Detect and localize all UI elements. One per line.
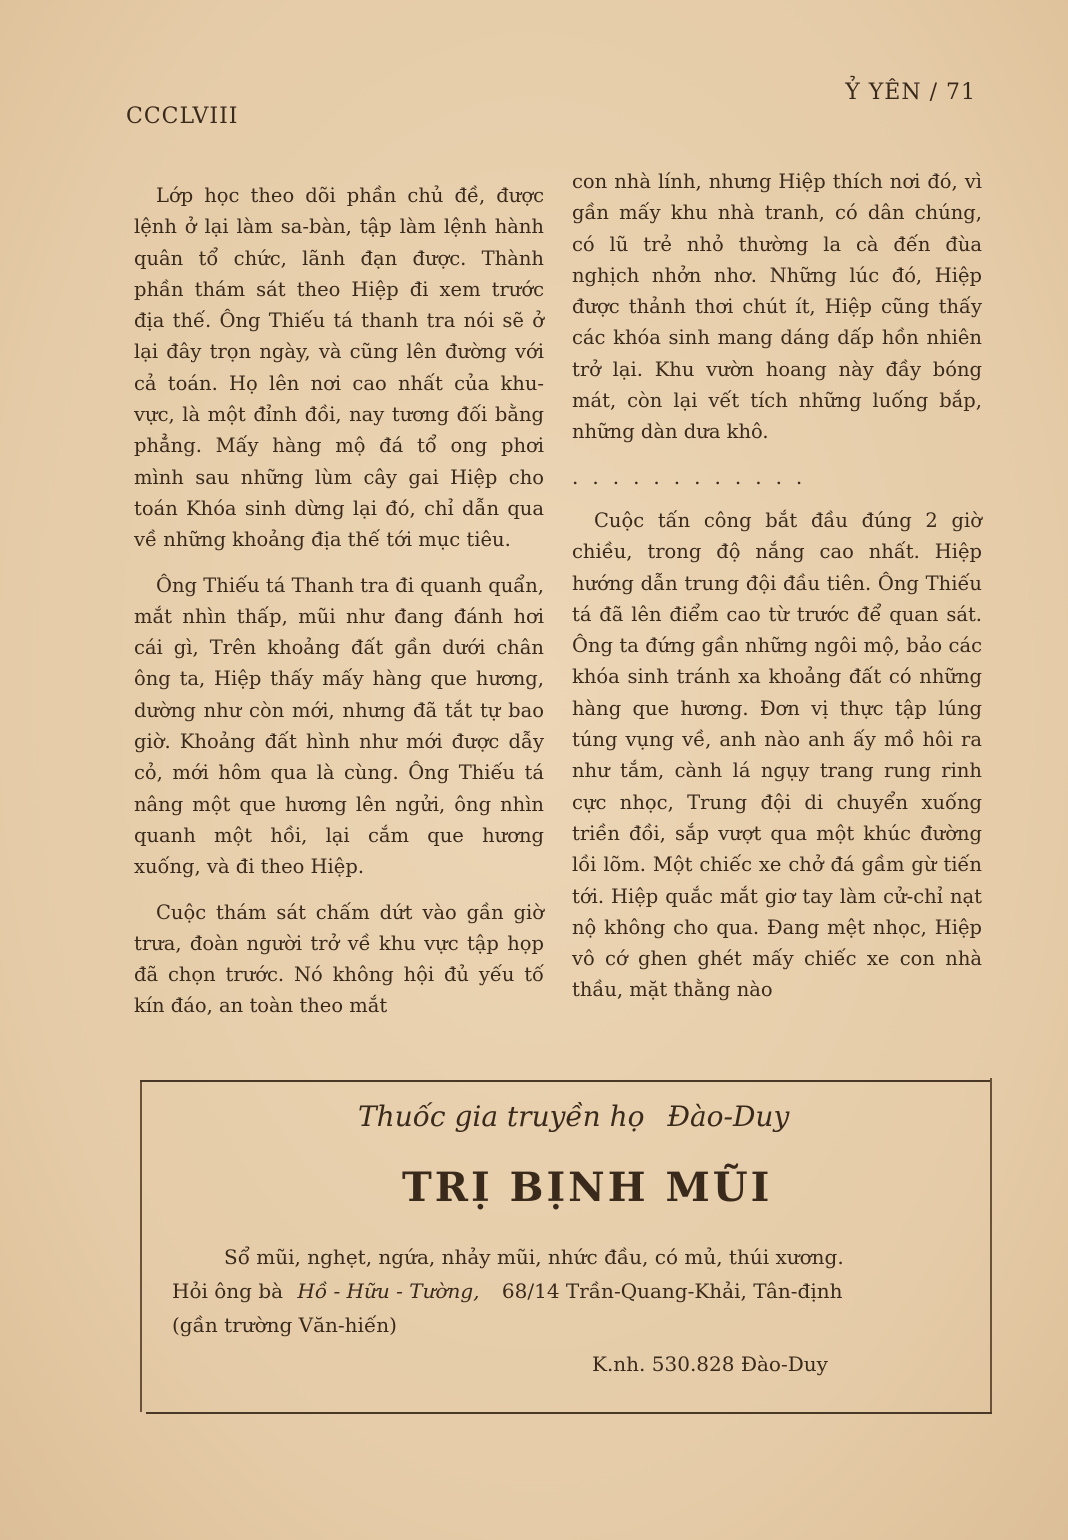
right-paragraph-2: Cuộc tấn công bắt đầu đúng 2 giờ chiều, trong độ nắng cao nhất. Hiệp hướng dẫn trung đội đầu tiên. Ông Thiếu tá đã lên điểm cao từ trước để quan sát. Ông ta đứng gần những ngôi mộ, bảo các khóa sinh tránh xa khoảng đất có những hàng que hương. Đơn vị thực tập lúng túng vụng về, anh nào anh ấy mồ hôi ra như tắm, cành lá ngụy trang rung rinh cực nhọc, Trung đội di chuyển xuống triền đồi, sắp vượt qua một khúc đường lồi lõm. Một chiếc xe chở đá gầm gừ tiến tới. Hiệp quắc mắt giơ tay làm cử-chỉ nạt nộ không cho qua. Đang mệt nhọc, Hiệp vô cớ ghen ghét mấy chiếc xe con nhà thầu, mặt thằng nào <box>572 508 982 1002</box>
ad-tagline-brand: Đào-Duy <box>667 1100 790 1133</box>
ad-right-rule <box>990 1078 992 1412</box>
ad-bottom-rule <box>146 1412 992 1414</box>
left-paragraph-1: Lớp học theo dõi phần chủ đề, được lệnh ở lại làm sa-bàn, tập làm lệnh hành quân tổ chức, lãnh đạn được. Thành phần thám sát theo Hiệp đi xem trước địa thế. Ông Thiếu tá thanh tra nói sẽ ở lại đây trọn ngày, và cũng lên đường với cả toán. Họ lên nơi cao nhất của khu-vực, là một đỉnh đồi, nay tương đối bằng phẳng. Mấy hàng mộ đá tổ ong phơi mình sau những lùm cây gai Hiệp cho toán Khóa sinh dừng lại đó, chỉ dẫn qua về những khoảng địa thế tới mục tiêu. <box>134 184 544 552</box>
section-separator: ............ <box>572 464 817 489</box>
left-paragraph-3: Cuộc thám sát chấm dứt vào gần giờ trưa, đoàn người trở về khu vực tập họp đã chọn trước. Nó không hội đủ yếu tố kín đáo, an toàn theo mắt <box>134 900 544 1018</box>
left-paragraph-2: Ông Thiếu tá Thanh tra đi quanh quẩn, mắt nhìn thấp, mũi như đang đánh hơi cái gì, Trên khoảng đất gần dưới chân ông ta, Hiệp thấy mấy hàng que hương, dường như còn mới, nhưng đã tắt tự bao giờ. Khoảng đất hình như mới được dẫy cỏ, mới hôm qua là cùng. Ông Thiếu tá nâng một que hương lên ngửi, ông nhìn quanh một hồi, lại cắm que hương xuống, và đi theo Hiệp. <box>134 573 544 879</box>
page-section-number: CCCLVIII <box>126 104 239 129</box>
ad-contact-prefix: Hỏi ông bà <box>172 1279 284 1303</box>
page-running-head: Ỷ YÊN / 71 <box>845 80 976 105</box>
ad-signature: K.nh. 530.828 Đào-Duy <box>592 1352 828 1376</box>
ad-contact-address: 68/14 Trần-Quang-Khải, Tân-định <box>501 1279 843 1303</box>
right-text-column <box>572 166 982 1020</box>
ad-title: TRỊ BỊNH MŨI <box>402 1164 773 1211</box>
ad-symptoms: Sổ mũi, nghẹt, ngứa, nhảy mũi, nhức đầu, có mủ, thúi xương. <box>224 1245 844 1269</box>
ad-tagline-prefix: Thuốc gia truyền họ <box>358 1100 645 1133</box>
ad-contact-line <box>172 1279 842 1303</box>
ad-body <box>172 1240 962 1342</box>
ad-left-rule <box>140 1082 142 1412</box>
ad-top-rule <box>140 1080 992 1082</box>
ad-contact-name: Hồ - Hữu - Tường, <box>297 1279 480 1303</box>
right-paragraph-1: con nhà lính, nhưng Hiệp thích nơi đó, vì gần mấy khu nhà tranh, có dân chúng, có lũ trẻ nhỏ thường la cà đến đùa nghịch nhởn nhơ. Những lúc đó, Hiệp được thảnh thơi chút ít, Hiệp cũng thấy các khóa sinh mang dáng dấp hồn nhiên trở lại. Khu vườn hoang này đầy bóng mát, còn lại vết tích những luống bắp, những dàn dưa khô. <box>572 170 982 444</box>
ad-contact-note: (gần trường Văn-hiến) <box>172 1313 397 1337</box>
left-text-column <box>134 180 544 1036</box>
ad-tagline <box>358 1100 789 1133</box>
